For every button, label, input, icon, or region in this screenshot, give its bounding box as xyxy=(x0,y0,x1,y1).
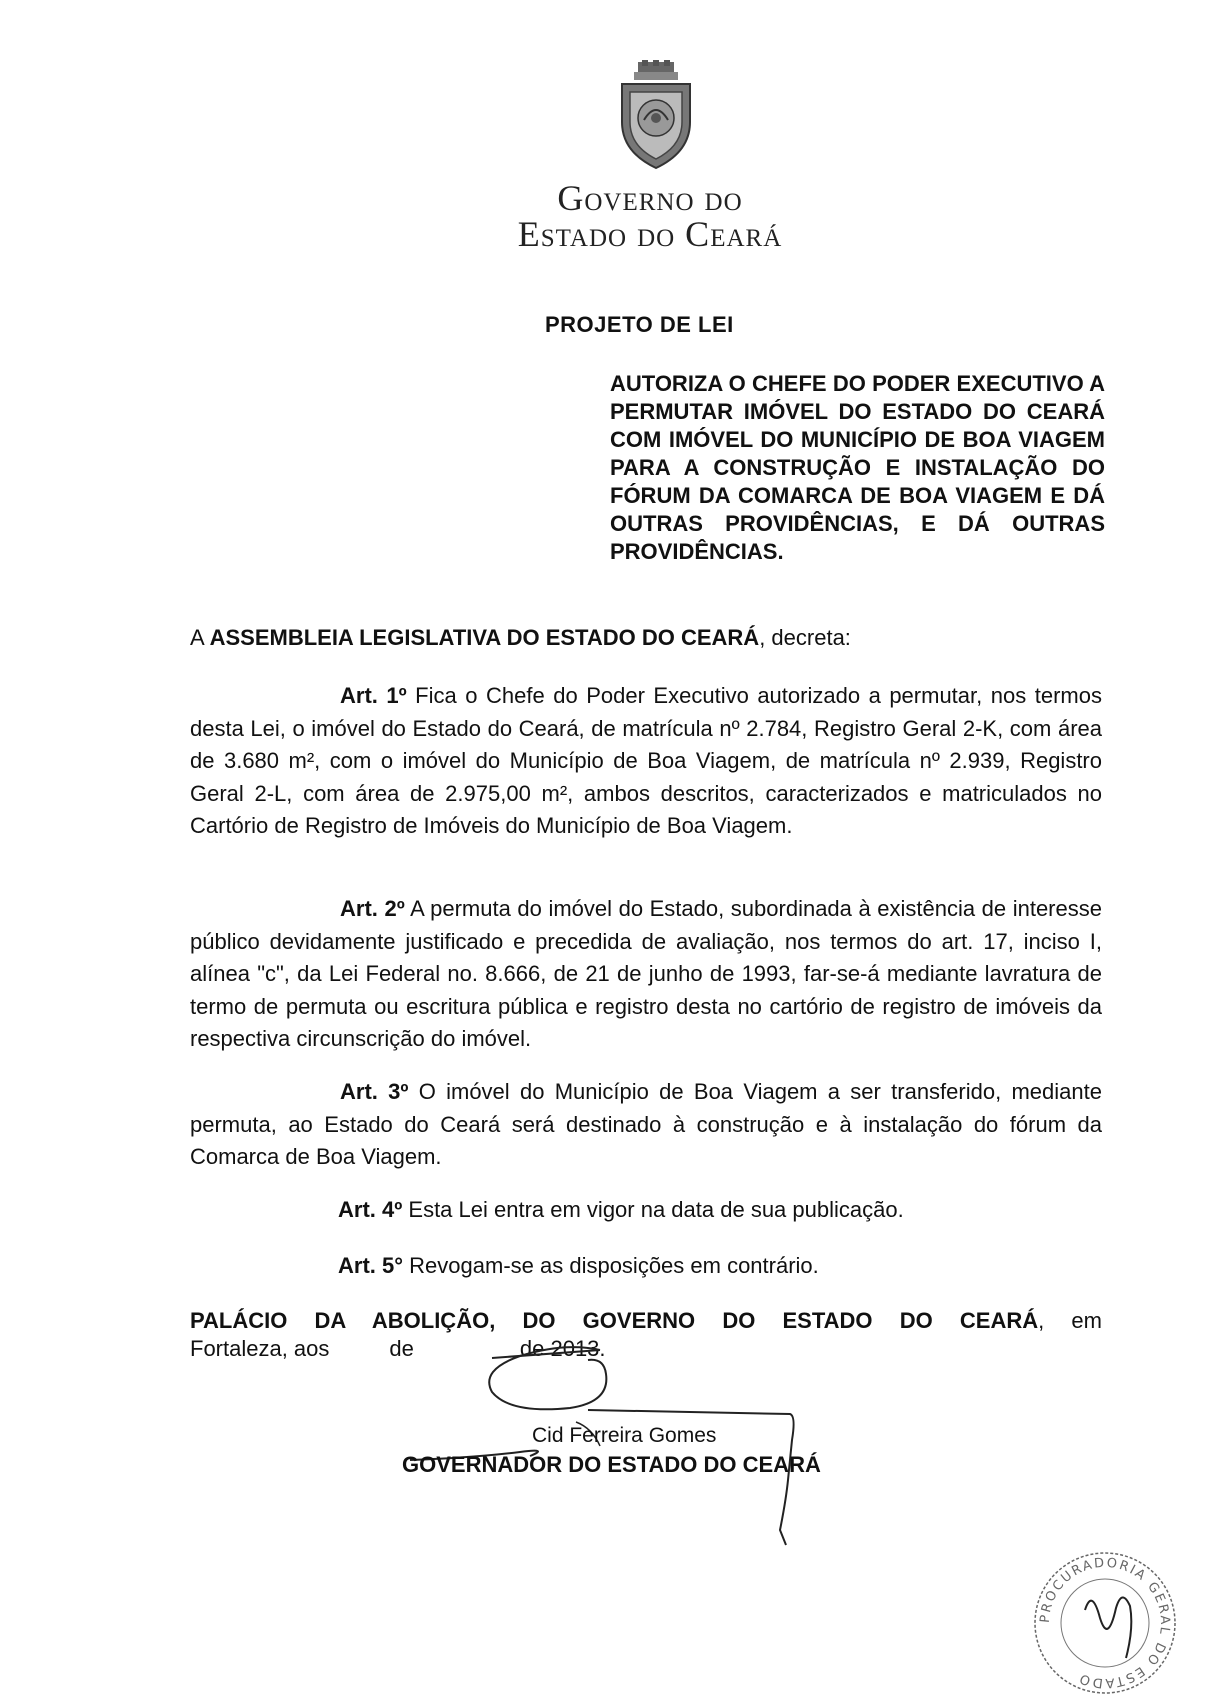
gov-title-line1: Governo do xyxy=(557,178,743,218)
article-1 xyxy=(190,680,1102,843)
article-4-text: Esta Lei entra em vigor na data de sua publicação. xyxy=(402,1197,904,1222)
article-4-label: Art. 4º xyxy=(338,1197,403,1222)
article-2-label: Art. 2º xyxy=(340,896,405,921)
article-3-label: Art. 3º xyxy=(340,1079,409,1104)
signer-name: Cid Ferreira Gomes xyxy=(532,1424,717,1447)
handwritten-signature-icon xyxy=(400,1330,840,1570)
stamp-text: PROCURADORIA GERAL DO ESTADO xyxy=(1037,1555,1173,1691)
palace-suffix: , em xyxy=(1038,1308,1102,1333)
signer-role: GOVERNADOR DO ESTADO DO CEARÁ xyxy=(402,1452,821,1477)
date-end: de 2013. xyxy=(519,1336,606,1361)
article-3-text: O imóvel do Município de Boa Viagem a ser transferido, mediante permuta, ao Estado do Ceará será destinado à construção e à instalação do fórum da Comarca de Boa Viagem. xyxy=(190,1079,1102,1169)
document-title: PROJETO DE LEI xyxy=(545,312,734,337)
decreta-entity: ASSEMBLEIA LEGISLATIVA DO ESTADO DO CEARÁ xyxy=(209,625,760,650)
article-5-text: Revogam-se as disposições em contrário. xyxy=(403,1253,819,1278)
state-coat-of-arms-icon xyxy=(612,60,700,170)
article-3 xyxy=(190,1076,1102,1174)
ementa: AUTORIZA O CHEFE DO PODER EXECUTIVO A PERMUTAR IMÓVEL DO ESTADO DO CEARÁ COM IMÓVEL DO MUNICÍPIO DE BOA VIAGEM PARA A CONSTRUÇÃO E INSTALAÇÃO DO FÓRUM DA COMARCA DE BOA VIAGEM E DÁ OUTRAS PROVIDÊNCIAS, E DÁ OUTRAS PROVIDÊNCIAS. xyxy=(610,371,1105,564)
procuradoria-stamp-icon xyxy=(1030,1548,1180,1698)
date-city: Fortaleza, aos xyxy=(190,1336,330,1361)
article-5-label: Art. 5° xyxy=(338,1253,404,1278)
palace-name: PALÁCIO DA ABOLIÇÃO, DO GOVERNO DO ESTADO DO CEARÁ xyxy=(190,1308,1039,1333)
article-2-text: A permuta do imóvel do Estado, subordinada à existência de interesse público devidamente justificado e precedida de avaliação, nos termos do art. 17, inciso I, alínea "c", da Lei Federal no. 8.666, de 21 de junho de 1993, far-se-á mediante lavratura de termo de permuta ou escritura pública e registro desta no cartório de registro de imóveis da respectiva circunscrição do imóvel. xyxy=(190,896,1102,1051)
svg-text:PROCURADORIA GERAL DO ESTADO xyxy=(1038,1556,1172,1690)
decreta-suffix: , decreta: xyxy=(759,625,851,650)
date-de: de xyxy=(389,1336,414,1361)
decreta-clause xyxy=(190,624,851,652)
article-1-label: Art. 1º xyxy=(340,683,407,708)
article-2 xyxy=(190,893,1102,1056)
article-5 xyxy=(190,1250,1102,1283)
article-1-text: Fica o Chefe do Poder Executivo autorizado a permutar, nos termos desta Lei, o imóvel do Estado do Ceará, de matrícula nº 2.784, Registro Geral 2-K, com área de 3.680 m², com o imóvel do Município de Boa Viagem, de matrícula nº 2.939, Registro Geral 2-L, com área de 2.975,00 m², ambos descritos, caracterizados e matriculados no Cartório de Registro de Imóveis do Município de Boa Viagem. xyxy=(190,683,1102,838)
decreta-prefix: A xyxy=(190,625,210,650)
government-title xyxy=(440,180,860,252)
gov-title-line2: Estado do Ceará xyxy=(517,214,783,254)
article-4 xyxy=(190,1194,1102,1227)
